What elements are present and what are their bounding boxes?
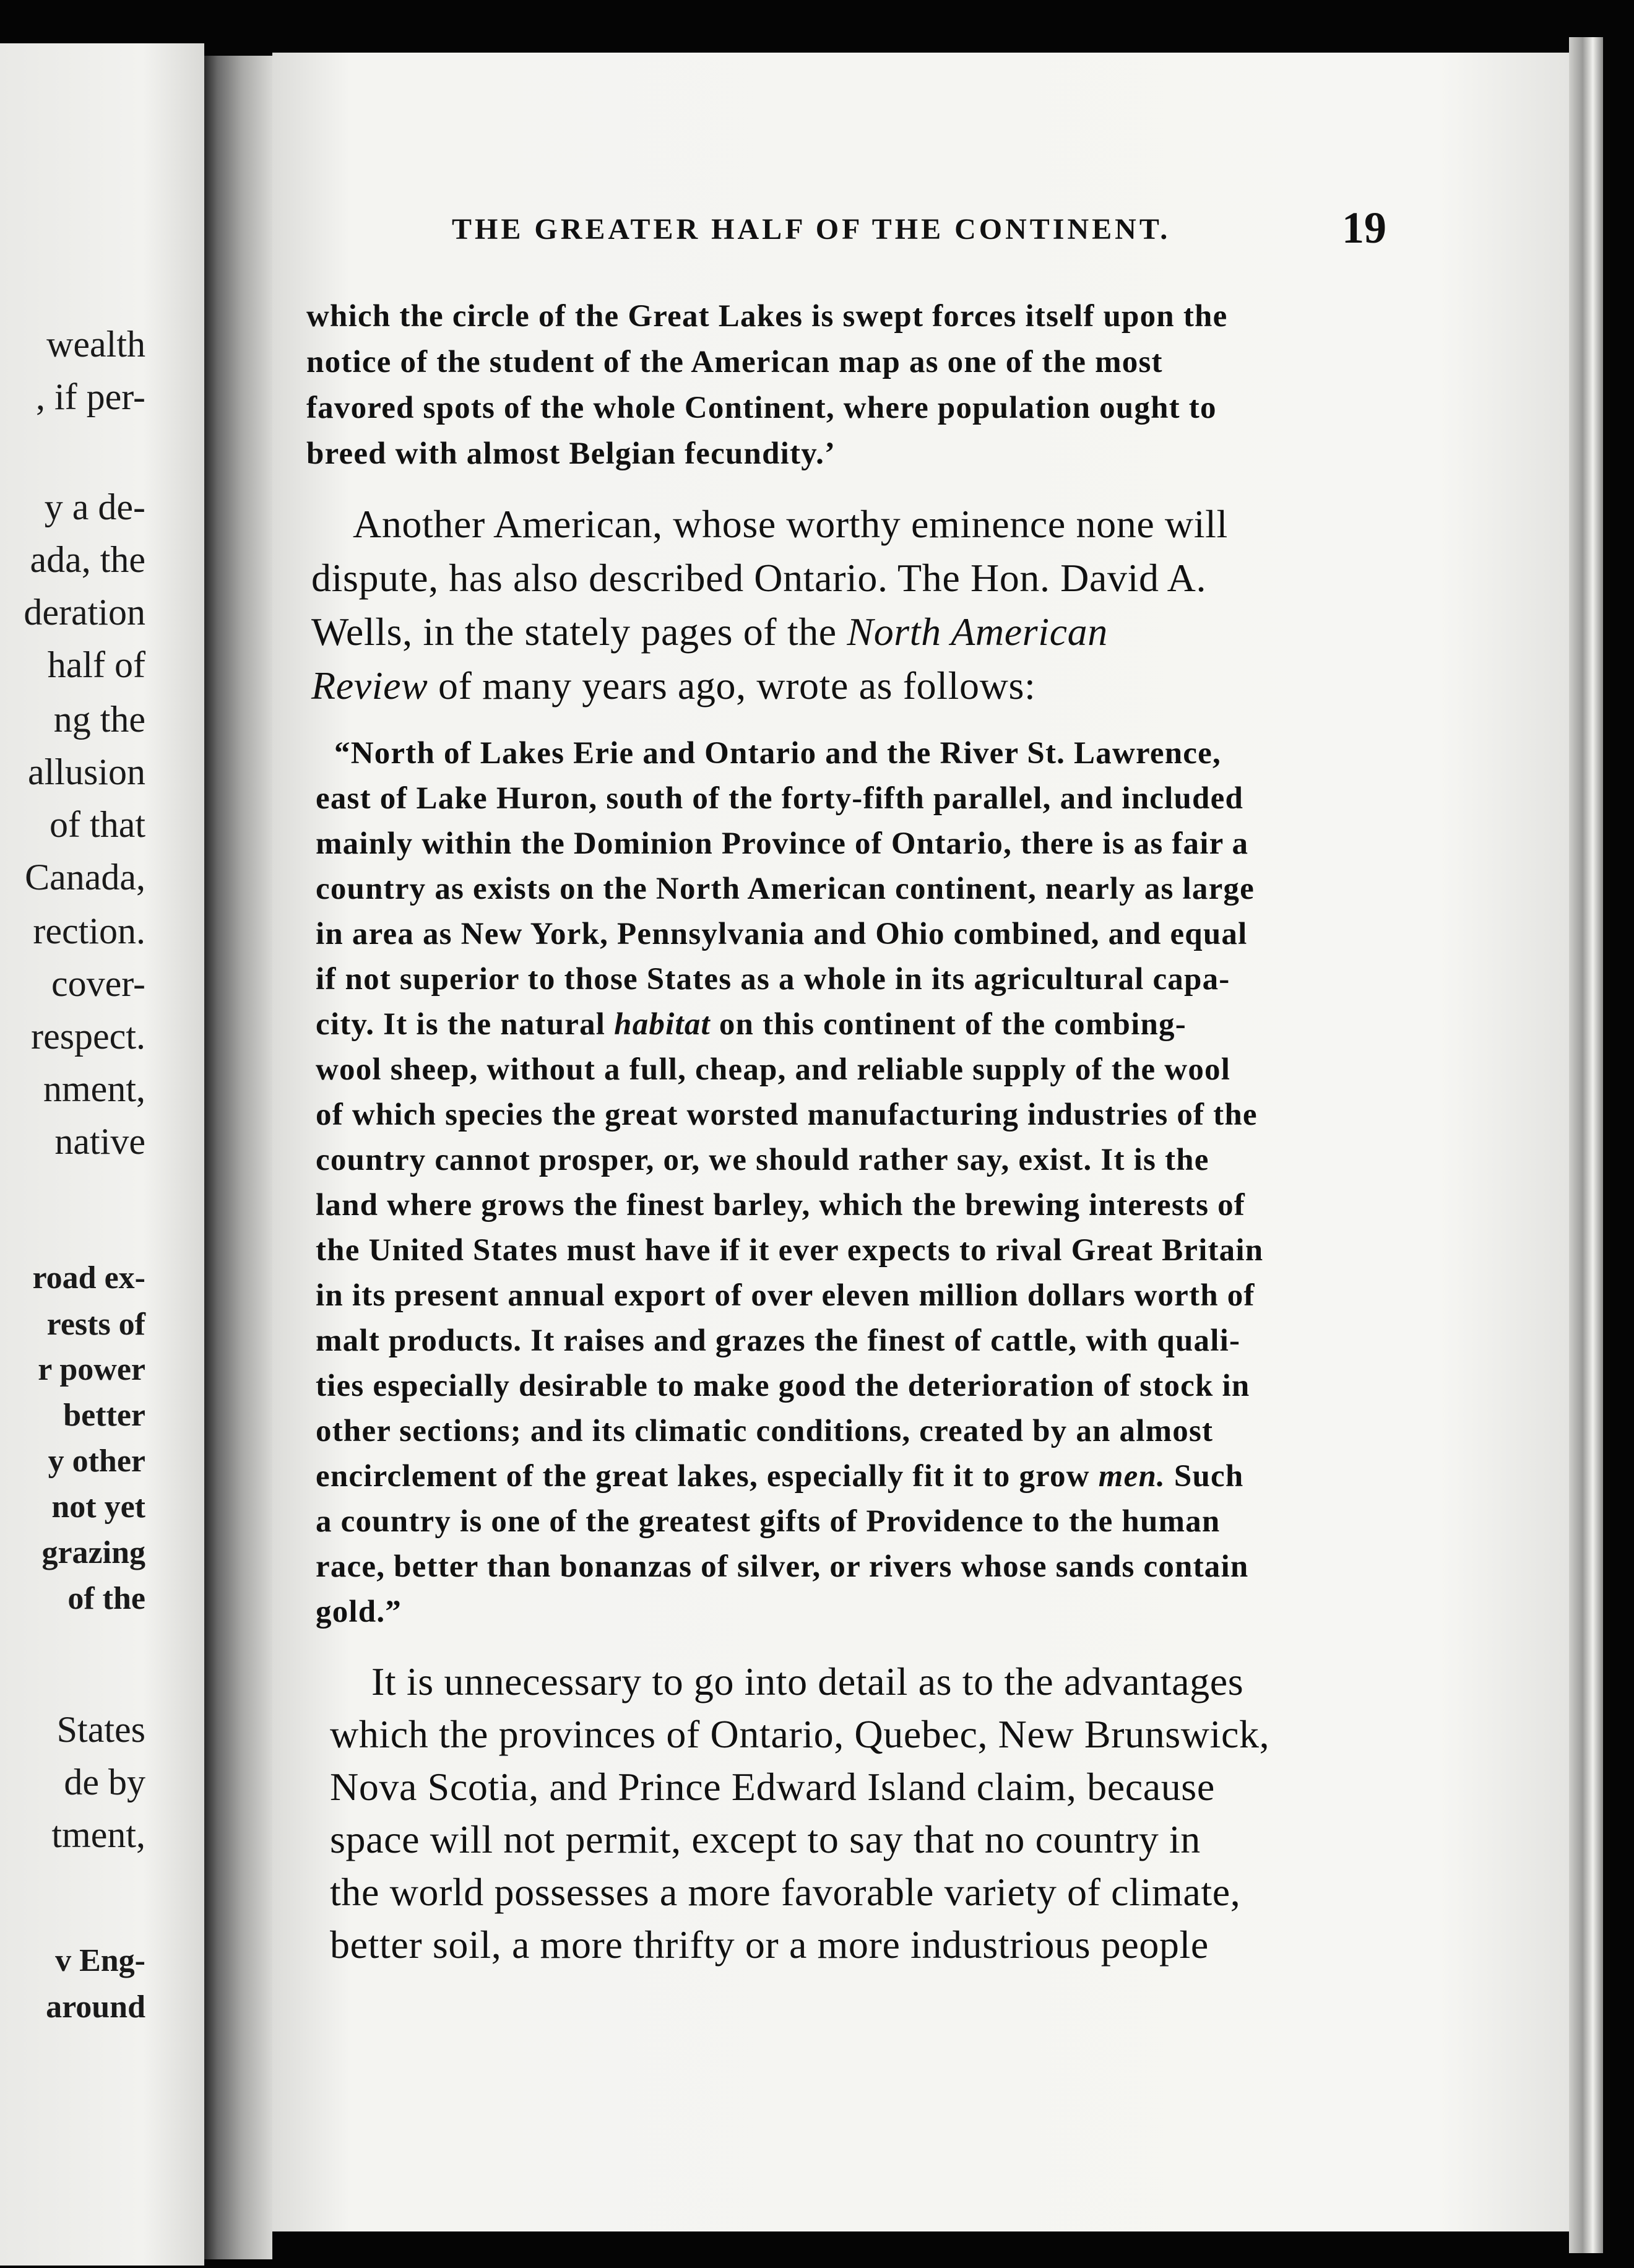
quote-text: Such bbox=[1165, 1459, 1244, 1494]
paragraph-line: better soil, a more thrifty or a more industrious people bbox=[330, 1923, 1209, 1967]
quote-line: land where grows the finest barley, which the brewing interests of bbox=[316, 1188, 1245, 1223]
left-page-line: Canada, bbox=[25, 857, 145, 898]
left-page-line: tment, bbox=[51, 1814, 145, 1855]
left-page-line: rests of bbox=[46, 1307, 145, 1342]
paragraph-line: It is unnecessary to go into detail as to the advantages bbox=[371, 1660, 1244, 1703]
left-page-line: ng the bbox=[53, 699, 145, 740]
left-page-line: native bbox=[54, 1121, 145, 1162]
left-page-line: v Eng- bbox=[55, 1943, 145, 1978]
page-number: 19 bbox=[1342, 203, 1386, 253]
left-page-line: cover- bbox=[51, 963, 145, 1004]
publication-title: North American bbox=[847, 610, 1108, 654]
quote-line: malt products. It raises and grazes the finest of cattle, with quali- bbox=[316, 1323, 1241, 1358]
quote-line: country as exists on the North American continent, nearly as large bbox=[316, 872, 1255, 906]
quote-line: mainly within the Dominion Province of Ontario, there is as fair a bbox=[316, 826, 1249, 861]
left-page-line: r power bbox=[38, 1352, 145, 1387]
left-page-line: y a de- bbox=[44, 487, 145, 527]
left-page-line: , if per- bbox=[35, 376, 145, 417]
left-page-line: ada, the bbox=[30, 539, 145, 580]
left-page-line: of the bbox=[67, 1581, 145, 1616]
left-page-line: allusion bbox=[28, 751, 145, 792]
paragraph-line: Nova Scotia, and Prince Edward Island claim, because bbox=[330, 1765, 1215, 1809]
left-page-line: better bbox=[63, 1398, 145, 1433]
paragraph-line bbox=[311, 663, 1035, 709]
quote-line: “North of Lakes Erie and Ontario and the River St. Lawrence, bbox=[334, 736, 1221, 771]
quote-line: country cannot prosper, or, we should rather say, exist. It is the bbox=[316, 1143, 1209, 1177]
left-page-line: road ex- bbox=[32, 1260, 145, 1296]
publication-title: Review bbox=[311, 664, 428, 708]
quote-line: favored spots of the whole Continent, where population ought to bbox=[306, 391, 1217, 425]
left-page-line: respect. bbox=[31, 1016, 145, 1057]
quote-text: on this continent of the combing- bbox=[710, 1007, 1187, 1042]
quote-line: a country is one of the greatest gifts of Providence to the human bbox=[316, 1504, 1221, 1539]
quote-emphasis: habitat bbox=[614, 1007, 711, 1042]
paragraph-line bbox=[311, 609, 1108, 655]
quote-text: encirclement of the great lakes, especially fit it to grow bbox=[316, 1459, 1099, 1494]
left-page-line: wealth bbox=[46, 324, 145, 365]
page-edge bbox=[1569, 37, 1603, 2253]
quote-text: city. It is the natural bbox=[316, 1007, 615, 1042]
previous-page-fragment bbox=[0, 43, 204, 2266]
left-page-line: rection. bbox=[33, 911, 145, 951]
quote-line: which the circle of the Great Lakes is swept forces itself upon the bbox=[306, 299, 1228, 334]
quote-line: other sections; and its climatic conditions, created by an almost bbox=[316, 1414, 1214, 1448]
quote-line: if not superior to those States as a whole in its agricultural capa- bbox=[316, 962, 1230, 997]
quote-line: wool sheep, without a full, cheap, and reliable supply of the wool bbox=[316, 1052, 1231, 1087]
paragraph-text: Wells, in the stately pages of the bbox=[311, 610, 847, 654]
paragraph-line: Another American, whose worthy eminence none will bbox=[353, 502, 1228, 546]
paragraph-line: space will not permit, except to say that no country in bbox=[330, 1817, 1201, 1861]
quote-line bbox=[316, 1458, 1243, 1494]
left-page-line: not yet bbox=[51, 1489, 145, 1525]
paragraph-text: of many years ago, wrote as follows: bbox=[428, 664, 1036, 708]
left-page-line: deration bbox=[24, 592, 145, 633]
quote-line: notice of the student of the American map as one of the most bbox=[306, 345, 1163, 379]
quote-line bbox=[316, 1006, 1187, 1042]
quote-line: in area as New York, Pennsylvania and Ohio combined, and equal bbox=[316, 917, 1248, 951]
quote-line: breed with almost Belgian fecundity.’ bbox=[306, 436, 836, 471]
paragraph-line: which the provinces of Ontario, Quebec, New Brunswick, bbox=[330, 1712, 1270, 1756]
quote-line: gold.” bbox=[316, 1595, 402, 1629]
quote-line: east of Lake Huron, south of the forty-fifth parallel, and included bbox=[316, 781, 1244, 816]
quote-line: of which species the great worsted manufacturing industries of the bbox=[316, 1097, 1258, 1132]
quote-emphasis: men. bbox=[1098, 1459, 1165, 1494]
left-page-line: around bbox=[46, 1989, 145, 2025]
left-page-line: de by bbox=[64, 1762, 145, 1803]
left-page-line: grazing bbox=[41, 1535, 145, 1570]
left-page-line: y other bbox=[48, 1443, 145, 1479]
left-page-line: half of bbox=[47, 644, 145, 685]
left-page-line: nment, bbox=[43, 1068, 145, 1109]
quote-line: the United States must have if it ever expects to rival Great Britain bbox=[316, 1233, 1264, 1268]
left-page-line: of that bbox=[50, 804, 145, 845]
running-head: THE GREATER HALF OF THE CONTINENT. bbox=[452, 213, 1171, 246]
paragraph-line: the world possesses a more favorable variety of climate, bbox=[330, 1870, 1241, 1914]
book-gutter bbox=[204, 56, 272, 2259]
quote-line: in its present annual export of over eleven million dollars worth of bbox=[316, 1278, 1255, 1313]
left-page-line: States bbox=[56, 1709, 145, 1750]
paragraph-line: dispute, has also described Ontario. The Hon. David A. bbox=[311, 556, 1207, 600]
quote-line: ties especially desirable to make good the deterioration of stock in bbox=[316, 1369, 1250, 1403]
quote-line: race, better than bonanzas of silver, or rivers whose sands contain bbox=[316, 1549, 1249, 1584]
